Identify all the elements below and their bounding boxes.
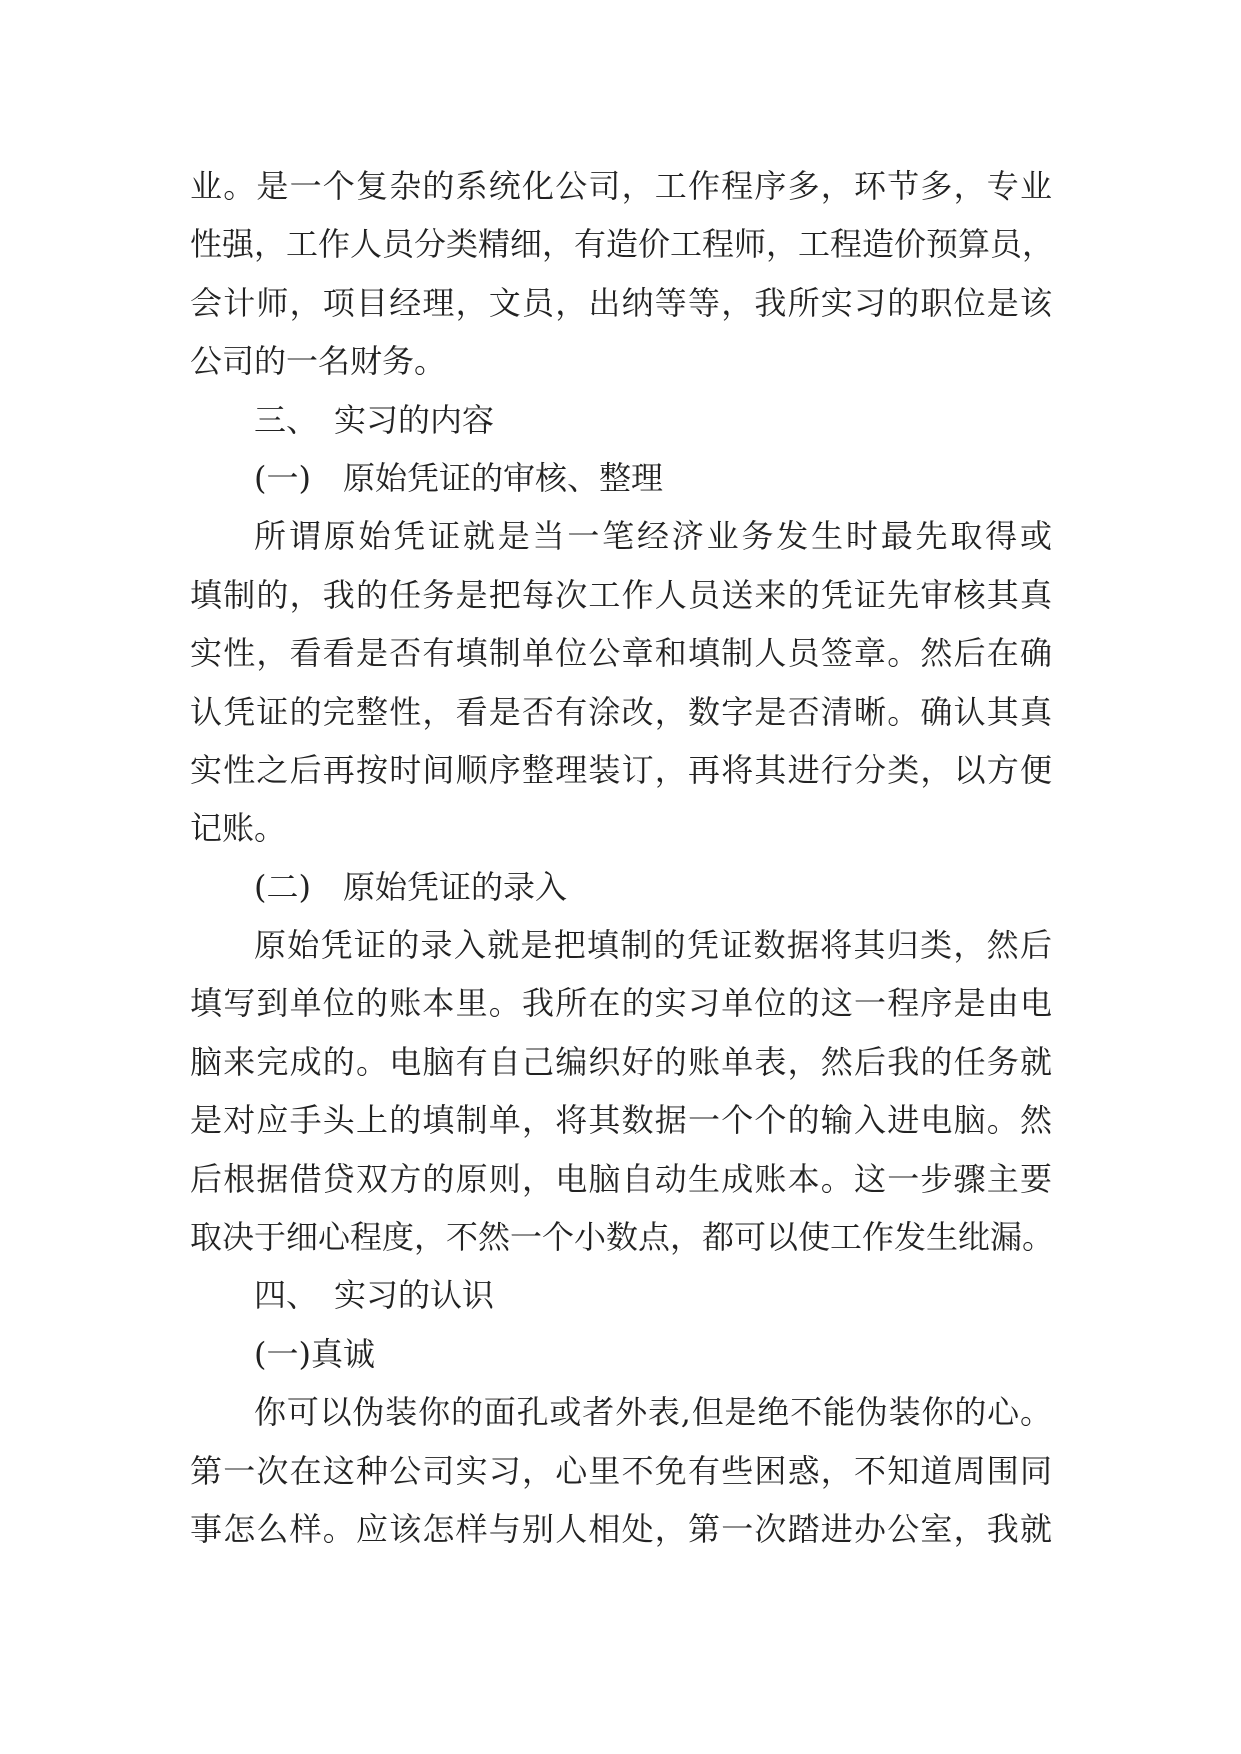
text-line: 业。是一个复杂的系统化公司，工作程序多，环节多，专业 — [190, 167, 1052, 205]
text-line: 你可以伪装你的面孔或者外表,但是绝不能伪装你的心。 — [254, 1393, 1052, 1432]
text-line: 脑来完成的。电脑有自己编织好的账单表，然后我的任务就 — [190, 1042, 1052, 1081]
text-line: 实性之后再按时间顺序整理装订，再将其进行分类，以方便 — [190, 750, 1052, 789]
text-line: 填制的，我的任务是把每次工作人员送来的凭证先审核其真 — [190, 575, 1052, 614]
text-line: 性强，工作人员分类精细，有造价工程师，工程造价预算员， — [190, 225, 1055, 264]
text-line: 填写到单位的账本里。我所在的实习单位的这一程序是由电 — [190, 984, 1052, 1023]
text-line: 第一次在这种公司实习，心里不免有些困惑，不知道周围同 — [190, 1451, 1052, 1490]
subsection-heading: (一) 原始凭证的审核、整理 — [254, 458, 663, 497]
text-line: 事怎么样。应该怎样与别人相处，第一次踏进办公室，我就 — [190, 1509, 1052, 1548]
text-line: 认凭证的完整性，看是否有涂改，数字是否清晰。确认其真 — [190, 692, 1052, 731]
text-line: 会计师，项目经理，文员，出纳等等，我所实习的职位是该 — [190, 283, 1052, 322]
text-line: 取决于细心程度，不然一个小数点，都可以使工作发生纰漏。 — [190, 1218, 1055, 1257]
text-line: 公司的一名财务。 — [190, 342, 447, 381]
text-line: 实性，看看是否有填制单位公章和填制人员签章。然后在确 — [190, 634, 1052, 673]
text-line: 是对应手头上的填制单，将其数据一个个的输入进电脑。然 — [190, 1101, 1052, 1140]
section-heading: 三、 实习的内容 — [254, 400, 495, 439]
section-heading: 四、 实习的认识 — [254, 1276, 495, 1315]
subsection-heading: (二) 原始凭证的录入 — [254, 867, 567, 906]
text-line: 所谓原始凭证就是当一笔经济业务发生时最先取得或 — [254, 517, 1052, 556]
text-line: 原始凭证的录入就是把填制的凭证数据将其归类，然后 — [254, 926, 1052, 965]
document-body — [190, 157, 1055, 1558]
subsection-heading: (一)真诚 — [254, 1334, 375, 1373]
text-line: 记账。 — [190, 809, 287, 848]
text-line: 后根据借贷双方的原则，电脑自动生成账本。这一步骤主要 — [190, 1159, 1052, 1198]
